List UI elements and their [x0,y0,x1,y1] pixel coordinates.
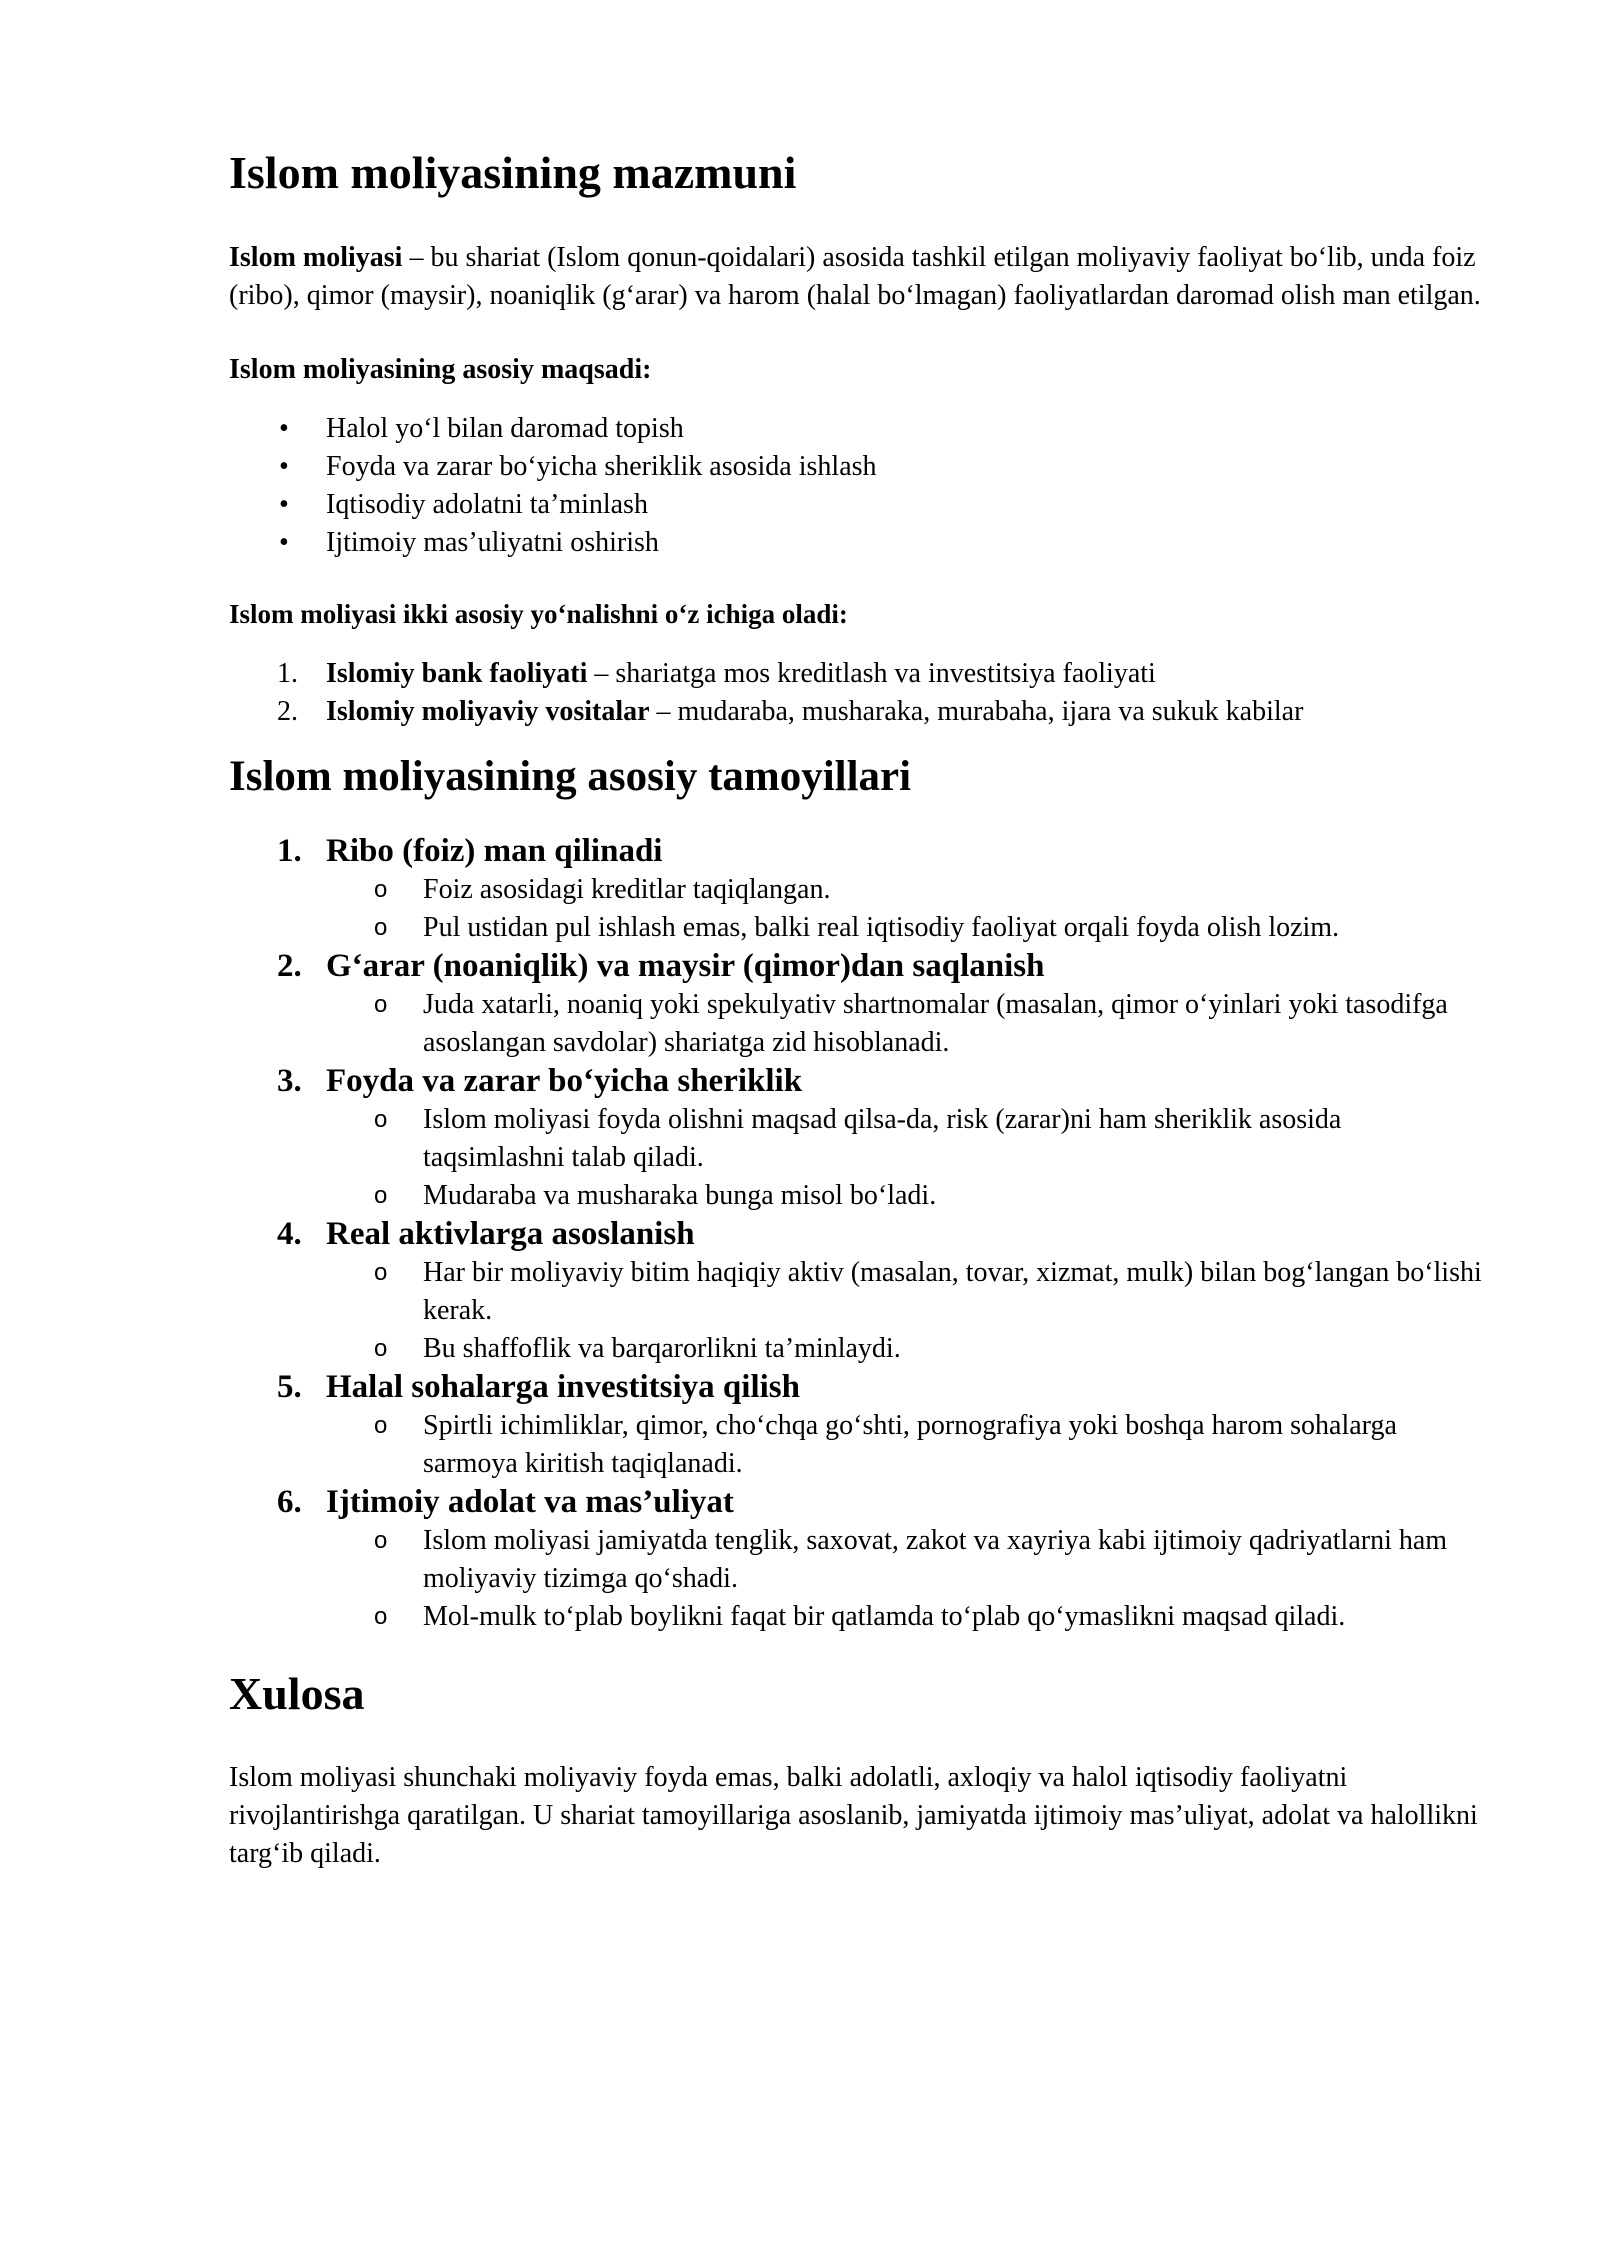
number-marker: 4. [277,1216,302,1253]
document-title: Islom moliyasining mazmuni [229,147,797,198]
list-item-text: Pul ustidan pul ishlash emas, balki real iqtisodiy faoliyat orqali foyda olish lozim. [423,912,1340,944]
number-marker: 2. [277,948,302,985]
list-item-text: Har bir moliyaviy bitim haqiqiy aktiv (masalan, tovar, xizmat, mulk) bilan bog‘langan bo‘lishi kerak. [423,1257,1482,1327]
sub-marker: o [374,1603,388,1631]
principle-heading-text: G‘arar (noaniqlik) va maysir (qimor)dan saqlanish [326,948,1045,985]
list-item [229,1522,1489,1598]
principle-heading [229,1483,1489,1522]
sub-marker: o [374,1182,388,1210]
sub-marker: o [374,1106,388,1134]
list-item [229,1101,1489,1177]
principle-item [229,1062,1489,1215]
sub-marker: o [374,991,388,1019]
list-item-text: Juda xatarli, noaniq yoki spekulyativ shartnomalar (masalan, qimor o‘yinlari yoki tasodifga asoslangan savdolar) shariatga zid hisoblanadi. [423,989,1448,1059]
list-item-text: Islom moliyasi foyda olishni maqsad qilsa-da, risk (zarar)ni ham sheriklik asosida taqsimlashni talab qiladi. [423,1104,1342,1174]
conclusion-paragraph: Islom moliyasi shunchaki moliyaviy foyda emas, balki adolatli, axloqiy va halol iqtisodiy faoliyatni rivojlantirishga qaratilgan. U shariat tamoyillariga asoslanib, jamiyatda ijtimoiy mas’uliyat, adolat va halollikni targ‘ib qiladi. [229,1762,1478,1870]
list-item [229,1407,1489,1483]
list-item [229,1254,1489,1330]
intro-paragraph [229,239,1489,315]
list-item [229,1177,1489,1215]
direction-term: Islomiy moliyaviy vositalar [326,695,650,727]
principle-heading [229,1062,1489,1101]
number-marker: 6. [277,1484,302,1521]
bullet-marker: • [279,489,289,521]
principle-heading-text: Ribo (foiz) man qilinadi [326,833,663,870]
directions-heading: Islom moliyasi ikki asosiy yo‘nalishni o‘z ichiga oladi: [229,599,848,630]
number-marker: 5. [277,1369,302,1406]
intro-term: Islom moliyasi [229,241,403,273]
list-item-text: Spirtli ichimliklar, qimor, cho‘chqa go‘shti, pornografiya yoki boshqa harom sohalarga sarmoya kiritish taqiqlanadi. [423,1410,1397,1480]
principles-list [229,832,1489,1636]
principle-points [229,1254,1489,1368]
sub-marker: o [374,1412,388,1440]
principle-heading-text: Foyda va zarar bo‘yicha sheriklik [326,1063,803,1100]
conclusion-title: Xulosa [229,1668,365,1720]
list-item-text: Halol yo‘l bilan daromad topish [326,413,684,445]
list-item [229,524,1489,562]
list-item-text: Iqtisodiy adolatni ta’minlash [326,489,648,521]
bullet-marker: • [279,451,289,483]
principles-title: Islom moliyasining asosiy tamoyillari [229,752,912,800]
list-item [229,1330,1489,1368]
list-item [229,693,1489,731]
number-marker: 3. [277,1063,302,1100]
list-item [229,871,1489,909]
principle-item [229,1483,1489,1636]
list-item [229,448,1489,486]
goals-list [229,410,1489,562]
sub-marker: o [374,1335,388,1363]
sub-marker: o [374,914,388,942]
list-item-text: Mol-mulk to‘plab boylikni faqat bir qatlamda to‘plab qo‘ymaslikni maqsad qiladi. [423,1601,1346,1633]
direction-text: – shariatga mos kreditlash va investitsiya faoliyati [587,657,1156,689]
list-item-text: Foiz asosidagi kreditlar taqiqlangan. [423,874,831,906]
document-page [229,148,1489,1873]
principle-points [229,986,1489,1062]
principle-item [229,1368,1489,1483]
list-item-text: Foyda va zarar bo‘yicha sheriklik asosida ishlash [326,451,877,483]
principle-heading [229,947,1489,986]
principle-item [229,832,1489,947]
sub-marker: o [374,876,388,904]
list-item-text: Bu shaffoflik va barqarorlikni ta’minlaydi. [423,1333,901,1365]
list-item [229,410,1489,448]
direction-term: Islomiy bank faoliyati [326,657,588,689]
number-marker: 1. [277,833,302,870]
sub-marker: o [374,1259,388,1287]
number-marker: 1. [277,657,298,689]
list-item [229,486,1489,524]
list-item [229,655,1489,693]
principle-heading [229,832,1489,871]
principle-heading-text: Halal sohalarga investitsiya qilish [326,1369,800,1406]
list-item [229,909,1489,947]
list-item-text: Mudaraba va musharaka bunga misol bo‘ladi. [423,1180,937,1212]
principle-item [229,947,1489,1062]
bullet-marker: • [279,527,289,559]
intro-text: – bu shariat (Islom qonun-qoidalari) asosida tashkil etilgan moliyaviy faoliyat bo‘lib, unda foiz (ribo), qimor (maysir), noaniqlik (g‘arar) va harom (halal bo‘lmagan) faoliyatlardan daromad olish man etilgan. [229,241,1481,311]
sub-marker: o [374,1527,388,1555]
principle-points [229,1522,1489,1636]
principle-heading-text: Ijtimoiy adolat va mas’uliyat [326,1484,734,1521]
principle-points [229,871,1489,947]
list-item [229,986,1489,1062]
bullet-marker: • [279,413,289,445]
principle-heading [229,1215,1489,1254]
principle-item [229,1215,1489,1368]
goals-heading: Islom moliyasining asosiy maqsadi: [229,353,652,385]
list-item-text: Islom moliyasi jamiyatda tenglik, saxovat, zakot va xayriya kabi ijtimoiy qadriyatlarni ham moliyaviy tizimga qo‘shadi. [423,1525,1448,1595]
directions-list [229,655,1489,731]
direction-text: – mudaraba, musharaka, murabaha, ijara va sukuk kabilar [649,695,1304,727]
number-marker: 2. [277,695,298,727]
principle-heading-text: Real aktivlarga asoslanish [326,1216,695,1253]
principle-points [229,1407,1489,1483]
list-item [229,1598,1489,1636]
list-item-text: Ijtimoiy mas’uliyatni oshirish [326,527,659,559]
principle-points [229,1101,1489,1215]
principle-heading [229,1368,1489,1407]
